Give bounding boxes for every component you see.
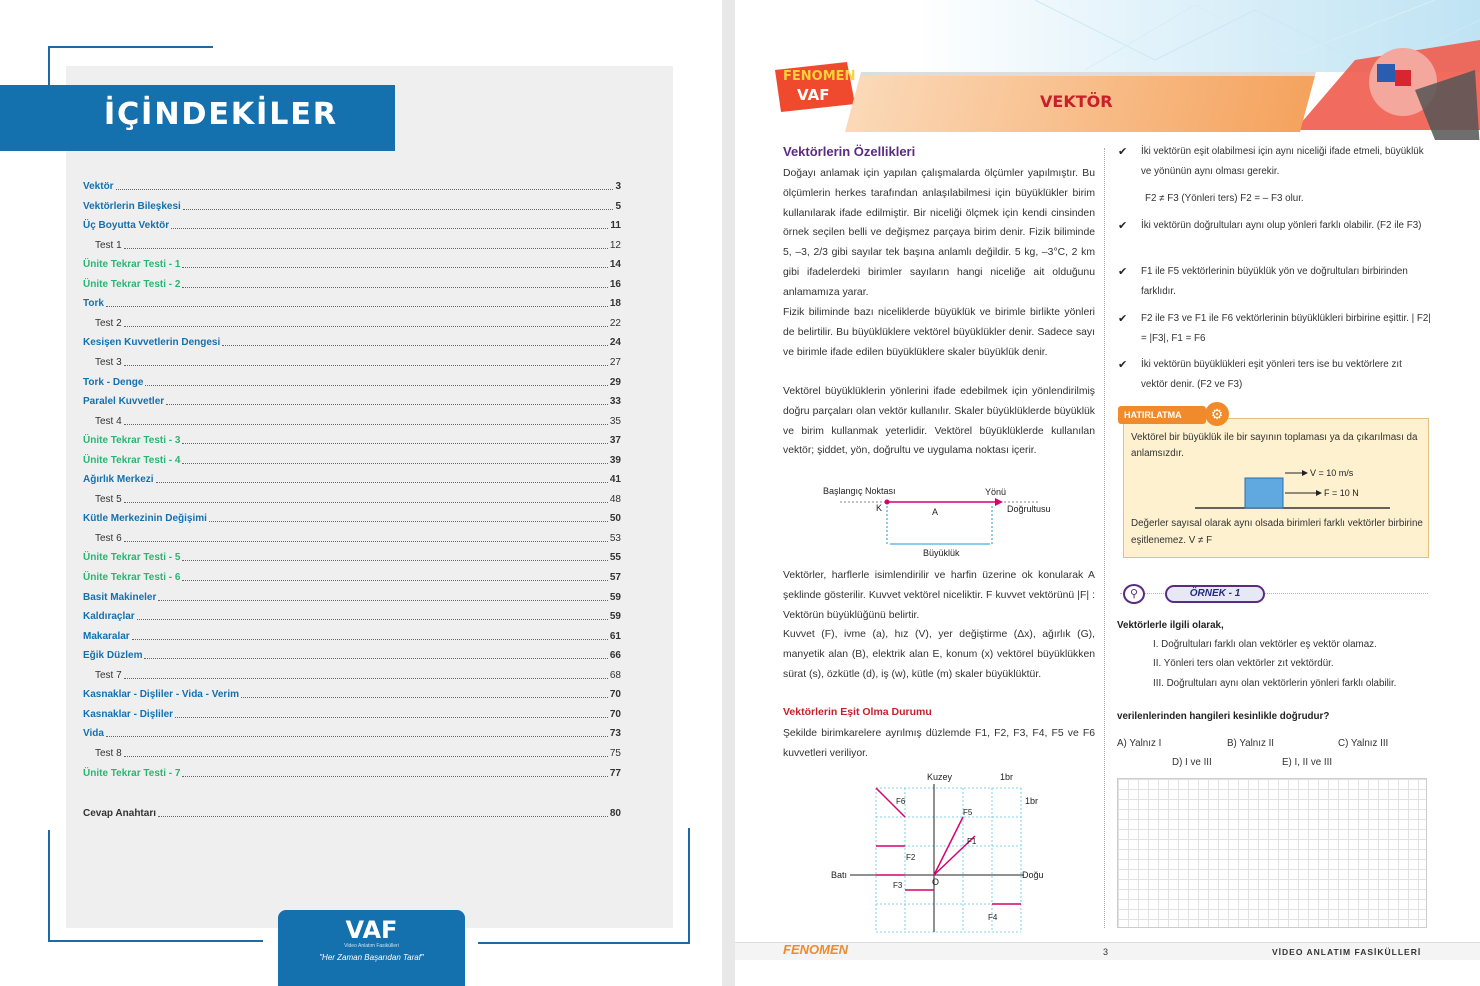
toc-row[interactable] bbox=[83, 257, 621, 271]
toc-row[interactable] bbox=[83, 433, 621, 447]
check-icon: ✔ bbox=[1118, 220, 1128, 232]
toc-row[interactable] bbox=[83, 472, 621, 486]
toc-dots bbox=[124, 678, 608, 679]
toc-row[interactable] bbox=[83, 511, 621, 525]
toc-row[interactable] bbox=[83, 609, 621, 623]
option-b[interactable]: B) Yalnız II bbox=[1227, 738, 1275, 749]
f6-label: F6 bbox=[896, 797, 906, 806]
f4-label: F4 bbox=[988, 913, 998, 922]
vaf-badge bbox=[278, 910, 465, 986]
gear-icon: ⚙ bbox=[1205, 402, 1229, 426]
toc-row-label: Ünite Tekrar Testi - 4 bbox=[83, 454, 181, 466]
toc-dots bbox=[222, 345, 608, 346]
block bbox=[1245, 478, 1283, 508]
toc-row-page: 18 bbox=[609, 298, 621, 310]
frame-line-right bbox=[688, 828, 690, 944]
toc-row-label: Ağırlık Merkezi bbox=[83, 474, 154, 486]
toc-dots bbox=[182, 443, 607, 444]
vaf-logo-text: VAF bbox=[797, 86, 830, 104]
puzzle-icon bbox=[1377, 64, 1395, 82]
bullet-5: İki vektörün büyüklükleri eşit yönleri ters ise bu vektörlere zıt vektör denir. (F2 ve F3) bbox=[1141, 359, 1402, 390]
vaf-slogan: "Her Zaman Başarıdan Taraf" bbox=[319, 953, 424, 962]
toc-row-label: Tork - Denge bbox=[83, 376, 144, 388]
toc-row-label: Kaldıraçlar bbox=[83, 611, 135, 623]
bullet-3: F1 ile F5 vektörlerinin büyüklük yön ve doğrultuları birbirinden farklıdır. bbox=[1141, 266, 1408, 297]
toc-dots bbox=[132, 639, 608, 640]
toc-dots bbox=[116, 189, 614, 190]
magnifier-icon: ⚲ bbox=[1123, 584, 1145, 604]
toc-row[interactable] bbox=[83, 218, 621, 232]
question-intro: Vektörlerle ilgili olarak, bbox=[1117, 620, 1224, 631]
k-label: K bbox=[876, 503, 883, 513]
statement-iii: III. Doğrultuları aynı olan vektörlerin yönleri farklı olabilir. bbox=[1153, 678, 1397, 689]
toc-row[interactable] bbox=[83, 707, 621, 721]
origin-label: O bbox=[932, 877, 940, 887]
toc-row-page: 12 bbox=[609, 239, 621, 251]
toc-row-label: Ünite Tekrar Testi - 6 bbox=[83, 572, 181, 583]
frame-line-bottom-right bbox=[478, 942, 690, 944]
toc-row-label: Basit Makineler bbox=[83, 591, 157, 603]
toc-row-label: Vektör bbox=[83, 181, 114, 192]
toc-row[interactable] bbox=[83, 668, 621, 682]
frame-line-top bbox=[48, 46, 213, 48]
east-label: Doğu bbox=[1022, 870, 1044, 880]
paragraph-2: Fizik biliminde bazı niceliklerde büyüklük ve birimle birlikte yönleri de belirtilir. Bu büyüklüklere vektörel büyüklükler denir. Sadece sayı ve birimle ifade edilen büyüklüklere skaler büyüklük denir. bbox=[783, 307, 1095, 358]
toc-row-page: 48 bbox=[609, 493, 621, 505]
toc-row[interactable] bbox=[83, 766, 621, 780]
toc-row-label: Ünite Tekrar Testi - 2 bbox=[83, 278, 181, 290]
toc-row-page: 11 bbox=[610, 220, 621, 232]
toc-row-label: Ünite Tekrar Testi - 3 bbox=[83, 435, 181, 447]
toc-row-label: Test 8 bbox=[95, 747, 122, 759]
toc-dots bbox=[124, 502, 608, 503]
check-icon: ✔ bbox=[1118, 146, 1128, 158]
paragraph-4: Vektörler, harflerle isimlendirilir ve harfin üzerine ok konularak A şeklinde gösterilir. Kuvvet vektörel niceliktir. F kuvvet vektörünü |F| : Vektörün büyüklüğünü belirtir. bbox=[783, 570, 1095, 621]
toc-row-page: 57 bbox=[609, 572, 621, 583]
velocity-label: V = 10 m/s bbox=[1310, 468, 1354, 478]
toc-dots bbox=[166, 404, 608, 405]
solution-grid[interactable] bbox=[1117, 778, 1427, 928]
toc-row[interactable] bbox=[83, 570, 621, 584]
toc-row-label: Paralel Kuvvetler bbox=[83, 396, 165, 408]
toc-row-label: Test 5 bbox=[95, 493, 122, 505]
toc-row-page: 59 bbox=[609, 611, 621, 623]
toc-row-page: 14 bbox=[609, 259, 621, 271]
toc-row-page: 24 bbox=[609, 337, 621, 349]
toc-dots bbox=[209, 521, 608, 522]
toc-row-label: Vida bbox=[83, 728, 104, 740]
bullet-1: İki vektörün eşit olabilmesi için aynı niceliği ifade etmeli, büyüklük ve yönünün aynı olması gerekir. bbox=[1141, 146, 1424, 177]
toc-row[interactable] bbox=[83, 238, 621, 252]
toc-row[interactable] bbox=[83, 726, 621, 740]
toc-row[interactable] bbox=[83, 316, 621, 330]
toc-dots bbox=[183, 209, 614, 210]
toc-dots bbox=[182, 776, 607, 777]
toc-dots bbox=[124, 248, 608, 249]
paragraph-3: Vektörel büyüklüklerin yönlerini ifade edebilmek için yönlendirilmiş doğru parçaları olan vektör kullanılır. Skaler büyüklüklerde büyüklük ve birim kullanmak yeterlidir. Vektörel büyüklüklerde kullanılan vektör; şiddet, yön, doğrultu ve uygulama noktası içerir. bbox=[783, 386, 1095, 457]
toc-answer-key[interactable] bbox=[83, 806, 621, 820]
chapter-title: VEKTÖR bbox=[1040, 92, 1113, 111]
toc-row-page: 55 bbox=[609, 552, 621, 564]
page-number: 3 bbox=[1103, 947, 1109, 957]
toc-row-label: Kasnaklar - Dişliler bbox=[83, 708, 174, 720]
west-label: Batı bbox=[831, 870, 848, 880]
example-tag: ÖRNEK - 1 bbox=[1165, 585, 1265, 603]
toc-row-page: 33 bbox=[609, 396, 621, 408]
toc-row-label: Vektörlerin Bileşkesi bbox=[83, 200, 181, 212]
force-grid-figure bbox=[830, 770, 1060, 935]
toc-row-page: 29 bbox=[609, 376, 621, 388]
toc-dots bbox=[145, 385, 607, 386]
line-label: Doğrultusu bbox=[1007, 504, 1051, 514]
reminder-text-1: Vektörel bir büyüklük ile bir sayının toplaması ya da çıkarılması da anlamsızdır. bbox=[1131, 432, 1418, 459]
north-label: Kuzey bbox=[927, 772, 953, 782]
toc-row-page: 37 bbox=[609, 435, 621, 447]
vector-diagram bbox=[820, 482, 1070, 562]
check-icon: ✔ bbox=[1118, 266, 1128, 278]
reminder-text-2: Değerler sayısal olarak aynı olsada birimleri farklı vektörler birbirine eşitlenemez. V ≠ F bbox=[1131, 518, 1423, 546]
toc-row-page: 5 bbox=[615, 200, 621, 212]
paragraph-1: Doğayı anlamak için yapılan çalışmalarda ölçümler yapılmıştır. Bu ölçümlerin herkes tarafından anlaşılabilmesi için büyüklükler birim kullanılarak ifade edilmiştir. Bir niceliği ölçmek için kendi cinsinden örnek seçilen belli ve değişmez parçaya birim denir. Fizik biliminde 5, –3, 2/3 gibi sayılar tek başına anlamlı değildir. 5 kg, –3°C, 2 km gibi ifadelerdeki birimler sayıların hangi niceliğe ait olduğunu anlamamıza yarar. bbox=[783, 168, 1095, 298]
option-e[interactable]: E) I, II ve III bbox=[1282, 757, 1333, 768]
reminder-tag: HATIRLATMA bbox=[1118, 406, 1206, 424]
bullet-1-equation: F2 ≠ F3 (Yönleri ters) F2 = – F3 olur. bbox=[1145, 193, 1304, 204]
toc-row[interactable] bbox=[83, 687, 621, 701]
toc-dots bbox=[124, 326, 608, 327]
toc-row-page: 70 bbox=[609, 689, 621, 701]
toc-row-page: 35 bbox=[609, 415, 621, 427]
section-heading-equality: Vektörlerin Eşit Olma Durumu bbox=[783, 706, 932, 718]
block-figure bbox=[1190, 464, 1410, 514]
option-a[interactable]: A) Yalnız I bbox=[1117, 738, 1162, 749]
unit-v-label: 1br bbox=[1025, 796, 1039, 806]
toc-dots bbox=[182, 560, 607, 561]
toc-row-page: 75 bbox=[609, 747, 621, 759]
start-point bbox=[885, 500, 890, 505]
toc-dots bbox=[106, 306, 608, 307]
toc-dots bbox=[144, 658, 607, 659]
toc-row[interactable] bbox=[83, 335, 621, 349]
toc-row-page: 68 bbox=[609, 669, 621, 681]
toc-row[interactable] bbox=[83, 492, 621, 506]
frame-line-bottom-left bbox=[48, 940, 263, 942]
toc-row-label: Ünite Tekrar Testi - 1 bbox=[83, 259, 181, 271]
statement-i: I. Doğrultuları farklı olan vektörler eş vektör olamaz. bbox=[1153, 639, 1377, 650]
check-icon: ✔ bbox=[1118, 313, 1128, 325]
toc-row[interactable] bbox=[83, 277, 621, 291]
series-name: VİDEO ANLATIM FASİKÜLLERİ bbox=[1272, 947, 1422, 957]
f5-label: F5 bbox=[963, 808, 973, 817]
toc-dots bbox=[182, 463, 607, 464]
toc-answer-key-label: Cevap Anahtarı bbox=[83, 808, 156, 819]
toc-row[interactable] bbox=[83, 394, 621, 408]
toc-row[interactable] bbox=[83, 550, 621, 564]
toc-row-label: Kütle Merkezinin Değişimi bbox=[83, 513, 207, 525]
toc-row-label: Tork bbox=[83, 298, 104, 310]
toc-row-page: 61 bbox=[609, 630, 621, 642]
toc-dots bbox=[124, 756, 608, 757]
toc-dots bbox=[158, 600, 608, 601]
toc-row-page: 22 bbox=[609, 317, 621, 329]
toc-dots bbox=[156, 482, 608, 483]
paragraph-6: Şekilde birimkarelere ayrılmış düzlemde F1, F2, F3, F4, F5 ve F6 kuvvetleri veriliyor. bbox=[783, 728, 1095, 759]
toc-row-page: 27 bbox=[609, 356, 621, 368]
toc-row-label: Test 4 bbox=[95, 415, 122, 427]
toc-row-page: 59 bbox=[609, 591, 621, 603]
toc-row[interactable] bbox=[83, 414, 621, 428]
toc-row-label: Ünite Tekrar Testi - 7 bbox=[83, 767, 181, 779]
toc-row[interactable] bbox=[83, 375, 621, 389]
toc-dots bbox=[124, 424, 608, 425]
toc-dots bbox=[124, 365, 608, 366]
toc-row[interactable] bbox=[83, 531, 621, 545]
option-d[interactable]: D) I ve III bbox=[1172, 757, 1212, 768]
f2-label: F2 bbox=[906, 853, 916, 862]
toc-row-label: Makaralar bbox=[83, 630, 130, 642]
toc-row-page: 39 bbox=[609, 454, 621, 466]
fenomen-logo bbox=[775, 62, 855, 112]
toc-row-page: 66 bbox=[609, 650, 621, 662]
vector-f5 bbox=[934, 817, 963, 875]
toc-title: İÇİNDEKİLER bbox=[104, 97, 338, 132]
toc-row[interactable] bbox=[83, 199, 621, 213]
toc-row-page: 16 bbox=[609, 278, 621, 290]
toc-row-label: Ünite Tekrar Testi - 5 bbox=[83, 552, 181, 564]
vaf-subtitle: Video Anlatım Fasikülleri bbox=[344, 943, 399, 949]
bullet-2: İki vektörün doğrultuları aynı olup yönleri farklı olabilir. (F2 ile F3) bbox=[1141, 220, 1422, 231]
frame-line-left-bottom bbox=[48, 830, 50, 942]
toc-row-page: 70 bbox=[609, 708, 621, 720]
f1-label: F1 bbox=[967, 837, 977, 846]
toc-dots bbox=[182, 287, 607, 288]
vaf-logo: VAF bbox=[345, 916, 398, 944]
bullet-4: F2 ile F3 ve F1 ile F6 vektörlerinin büyüklükleri birbirine eşittir. | F2| = |F3|, F1 = F6 bbox=[1141, 313, 1431, 344]
toc-dots bbox=[137, 619, 608, 620]
paragraph-5: Kuvvet (F), ivme (a), hız (V), yer değiştirme (Δx), ağırlık (G), manyetik alan (B), elektrik alan E, konum (x) vektörel büyüklükken sürat (s), özkütle (d), iş (w), kütle (m) skaler büyüklüktür. bbox=[783, 629, 1095, 680]
toc-row-label: Test 3 bbox=[95, 356, 122, 368]
force-label: F = 10 N bbox=[1324, 488, 1359, 498]
toc-row-label: Test 6 bbox=[95, 532, 122, 544]
toc-row[interactable] bbox=[83, 629, 621, 643]
toc-dots bbox=[182, 580, 607, 581]
toc-row[interactable] bbox=[83, 590, 621, 604]
toc-row[interactable] bbox=[83, 453, 621, 467]
toc-row[interactable] bbox=[83, 179, 621, 193]
fenomen-logo-text: FENOMEN bbox=[783, 69, 855, 84]
question-ask: verilenlerinden hangileri kesinlikle doğrudur? bbox=[1117, 711, 1330, 722]
f3-label: F3 bbox=[893, 881, 903, 890]
toc-row-label: Test 2 bbox=[95, 317, 122, 329]
start-label: Başlangıç Noktası bbox=[823, 486, 896, 496]
toc-dots bbox=[124, 541, 608, 542]
toc-row-page: 53 bbox=[609, 532, 621, 544]
toc-row-page: 50 bbox=[609, 513, 621, 525]
toc-dots bbox=[182, 267, 607, 268]
toc-page bbox=[0, 0, 722, 986]
toc-answer-key-page: 80 bbox=[609, 808, 621, 819]
magnitude-label: Büyüklük bbox=[923, 548, 960, 558]
toc-row-label: Test 1 bbox=[95, 239, 122, 251]
column-divider bbox=[1104, 148, 1105, 928]
content-page bbox=[735, 0, 1480, 986]
toc-row[interactable] bbox=[83, 746, 621, 760]
toc-row[interactable] bbox=[83, 648, 621, 662]
unit-h-label: 1br bbox=[1000, 772, 1014, 782]
toc-dots bbox=[158, 816, 608, 817]
toc-dots bbox=[171, 228, 608, 229]
toc-row-label: Kesişen Kuvvetlerin Dengesi bbox=[83, 337, 221, 349]
direction-label: Yönü bbox=[985, 487, 1007, 497]
toc-row-page: 3 bbox=[615, 181, 621, 192]
section-heading-properties: Vektörlerin Özellikleri bbox=[783, 144, 916, 159]
check-icon: ✔ bbox=[1118, 359, 1128, 371]
footer-logo: FENOMEN bbox=[783, 942, 848, 957]
toc-row[interactable] bbox=[83, 355, 621, 369]
toc-row-label: Eğik Düzlem bbox=[83, 650, 143, 662]
statement-ii: II. Yönleri ters olan vektörler zıt vektördür. bbox=[1153, 658, 1334, 669]
toc-dots bbox=[106, 736, 608, 737]
toc-row-label: Üç Boyutta Vektör bbox=[83, 220, 170, 232]
toc-row-label: Kasnaklar - Dişliler - Vida - Verim bbox=[83, 689, 239, 701]
toc-row-page: 41 bbox=[609, 474, 621, 486]
option-c[interactable]: C) Yalnız III bbox=[1338, 738, 1389, 749]
toc-row-page: 77 bbox=[609, 767, 621, 779]
arrowhead bbox=[995, 498, 1003, 506]
toc-dots bbox=[241, 697, 608, 698]
toc-row-label: Test 7 bbox=[95, 669, 122, 681]
toc-row[interactable] bbox=[83, 296, 621, 310]
toc-row-page: 73 bbox=[609, 728, 621, 740]
toc-dots bbox=[175, 717, 608, 718]
a-label: A bbox=[932, 507, 939, 517]
